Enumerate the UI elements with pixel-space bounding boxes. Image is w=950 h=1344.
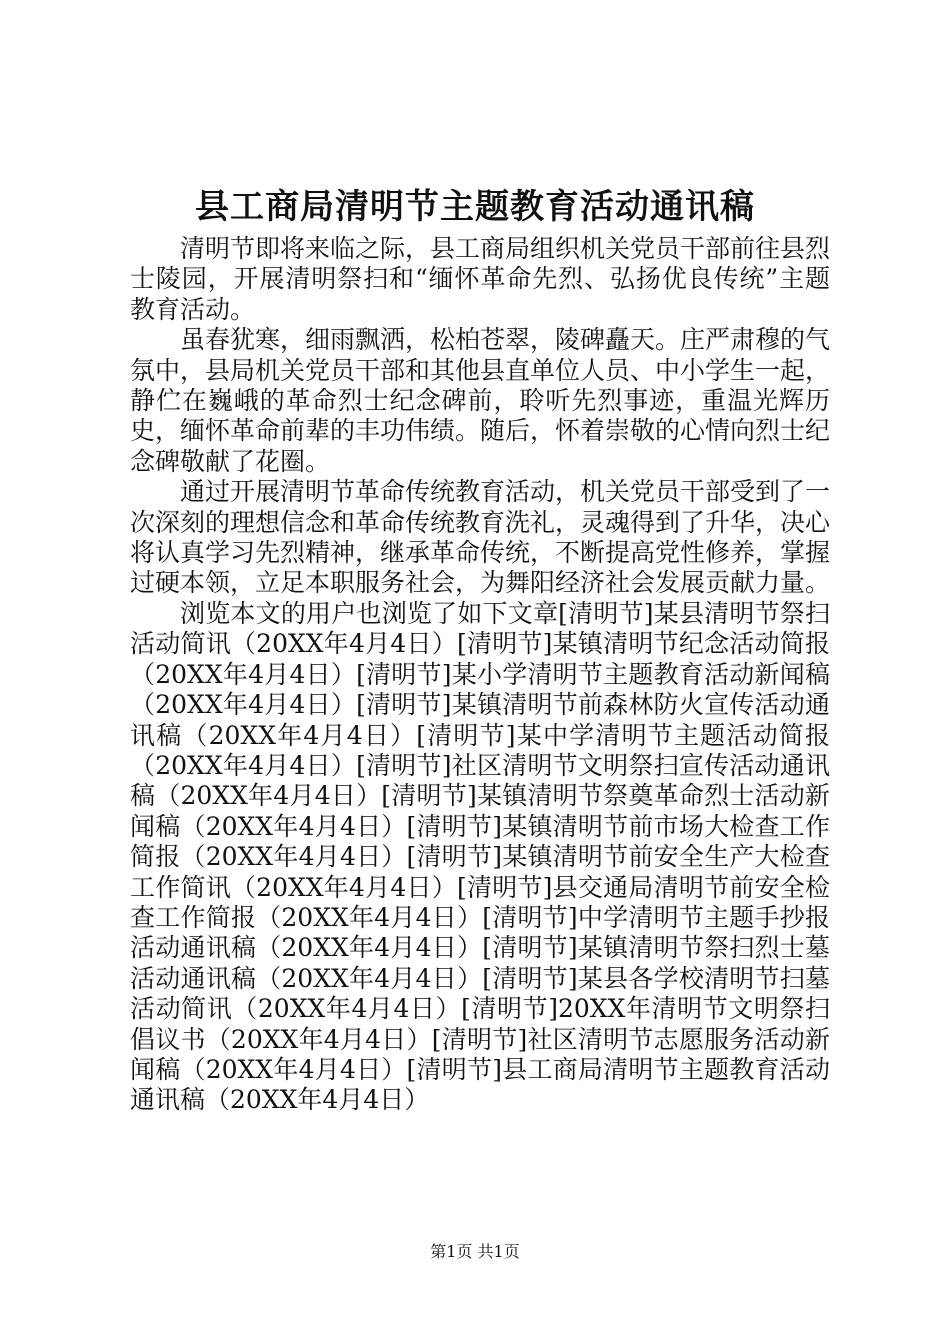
paragraph-intro: 清明节即将来临之际，县工商局组织机关党员干部前往县烈士陵园，开展清明祭扫和“缅怀革命先烈、弘扬优良传统”主题教育活动。 [130,234,831,324]
document-body [130,234,830,1116]
page-number-footer: 第1页 共1页 [430,1242,520,1261]
paragraph-scene: 虽春犹寒，细雨飘洒，松柏苍翠，陵碑矗天。庄严肃穆的气氛中，县局机关党员干部和其他县直单位人员、中小学生一起，静伫在巍峨的革命烈士纪念碑前，聆听先烈事迹，重温光辉历史，缅怀革命前辈的丰功伟绩。随后，怀着崇敬的心情向烈士纪念碑敬献了花圈。 [130,325,831,476]
document-title: 县工商局清明节主题教育活动通讯稿 [195,187,755,227]
paragraph-outcome: 通过开展清明节革命传统教育活动，机关党员干部受到了一次深刻的理想信念和革命传统教育洗礼，灵魂得到了升华，决心将认真学习先烈精神，继承革命传统，不断提高党性修养，掌握过硬本领，立足本职服务社会，为舞阳经济社会发展贡献力量。 [130,477,831,598]
paragraph-related-articles: 浏览本文的用户也浏览了如下文章[清明节]某县清明节祭扫活动简讯（20XX年4月4日）[清明节]某镇清明节纪念活动简报（20XX年4月4日）[清明节]某小学清明节主题教育活动新闻稿（20XX年4月4日）[清明节]某镇清明节前森林防火宣传活动通讯稿（20XX年4月4日）[清明节]某中学清明节主题活动简报（20XX年4月4日）[清明节]社区清明节文明祭扫宣传活动通讯稿（20XX年4月4日）[清明节]某镇清明节祭奠革命烈士活动新闻稿（20XX年4月4日）[清明节]某镇清明节前市场大检查工作简报（20XX年4月4日）[清明节]某镇清明节前安全生产大检查工作简讯（20XX年4月4日）[清明节]县交通局清明节前安全检查工作简报（20XX年4月4日）[清明节]中学清明节主题手抄报活动通讯稿（20XX年4月4日）[清明节]某镇清明节祭扫烈士墓活动通讯稿（20XX年4月4日）[清明节]某县各学校清明节扫墓活动简讯（20XX年4月4日）[清明节]20XX年清明节文明祭扫倡议书（20XX年4月4日）[清明节]社区清明节志愿服务活动新闻稿（20XX年4月4日）[清明节]县工商局清明节主题教育活动通讯稿（20XX年4月4日） [130,598,830,1115]
